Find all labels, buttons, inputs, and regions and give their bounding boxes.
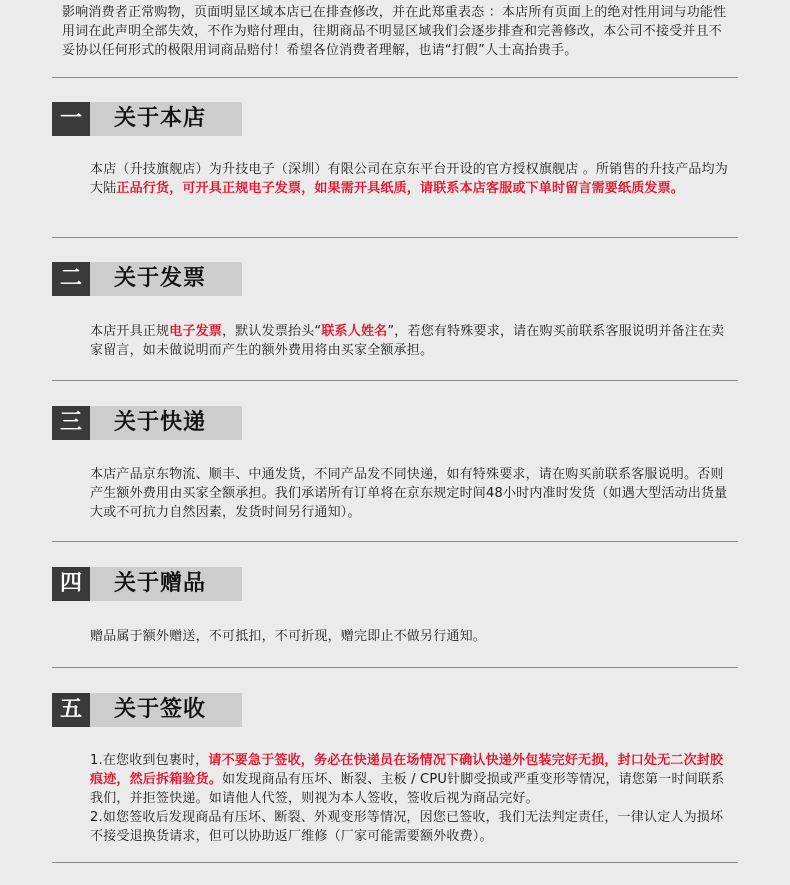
section-header-invoice	[52, 262, 242, 296]
body-text: 本店产品京东物流、顺丰、中通发货，不同产品发不同快递，如有特殊要求，请在购买前联系客服说明。否则产生额外费用由买家全额承担。我们承诺所有订单将在京东规定时间48小时内准时发货（如遇大型活动出货量大或不可抗力自然因素，发货时间另行通知）。	[90, 467, 728, 520]
section-body-receipt	[90, 751, 730, 846]
section-number: 四	[52, 567, 90, 601]
body-text: ”，若您有特殊要求，请在购买前联系客服说明并备注在卖家留言，如未做说明而产生的额外费用将由买家全额承担。	[90, 324, 725, 358]
section-number: 三	[52, 406, 90, 440]
section-body-shipping	[90, 465, 730, 522]
divider	[52, 541, 738, 542]
section-title: 关于快递	[114, 410, 207, 435]
body-text: 如发现商品有压坏、断裂、主板 / CPU针脚受损或严重变形等情况，请您第一时间联系我们，并拒签快递。如请他人代签，则视为本人签收，签收后视为商品完好。	[90, 772, 725, 806]
section-header-store	[52, 102, 242, 136]
section-body-store	[90, 160, 730, 198]
highlight-text: 正品行货，可开具正规电子发票，如果需开具纸质，请联系本店客服或下单时留言需要纸质发票。	[116, 181, 685, 196]
section-title: 关于签收	[114, 697, 207, 722]
body-text: 本店开具正规	[90, 324, 170, 339]
section-title: 关于赠品	[114, 571, 207, 596]
section-header-gift	[52, 567, 242, 601]
section-body-gift	[90, 627, 730, 646]
divider	[52, 77, 738, 78]
section-number: 五	[52, 693, 90, 727]
section-number: 一	[52, 102, 90, 136]
divider	[52, 862, 738, 863]
highlight-text: 联系人姓名	[321, 324, 388, 339]
section-header-receipt	[52, 693, 242, 727]
highlight-text: 请不要急于签收，务必在快递员在场情况下确认快递外包装完好无损，封口处无二次封胶痕迹，然后拆箱验货。	[90, 753, 724, 787]
body-text: 赠品属于额外赠送，不可抵扣，不可折现，赠完即止不做另行通知。	[90, 629, 487, 644]
section-title: 关于本店	[114, 106, 207, 131]
body-text: 本店（升技旗舰店）为升技电子（深圳）有限公司在京东平台开设的官方授权旗舰店 。所销售的升技产品均为大陆	[90, 162, 728, 196]
body-text: ，默认发票抬头“	[222, 324, 322, 339]
section-header-shipping	[52, 406, 242, 440]
section-title: 关于发票	[114, 266, 207, 291]
highlight-text: 电子发票	[169, 324, 223, 339]
body-text: 1.在您收到包裹时，	[90, 753, 209, 768]
intro-paragraph: 影响消费者正常购物，页面明显区域本店已在排查修改，并在此郑重表态 ：本店所有页面上的绝对性用词与功能性用词在此声明全部失效，不作为赔付理由，往期商品不明显区域我们会逐步排查和完善修改，本公司不接受并且不妥协以任何形式的极限用词商品赔付！希望各位消费者理解，也请“打假”人士高抬贵手。	[62, 5, 727, 58]
divider	[52, 380, 738, 381]
section-body-invoice	[90, 322, 730, 360]
body-text: 2.如您签收后发现商品有压坏、断裂、外观变形等情况，因您已签收，我们无法判定责任，一律认定人为损坏不接受退换货请求，但可以协助返厂维修（厂家可能需要额外收费）。	[90, 810, 724, 844]
divider	[52, 237, 738, 238]
divider	[52, 667, 738, 668]
section-number: 二	[52, 262, 90, 296]
